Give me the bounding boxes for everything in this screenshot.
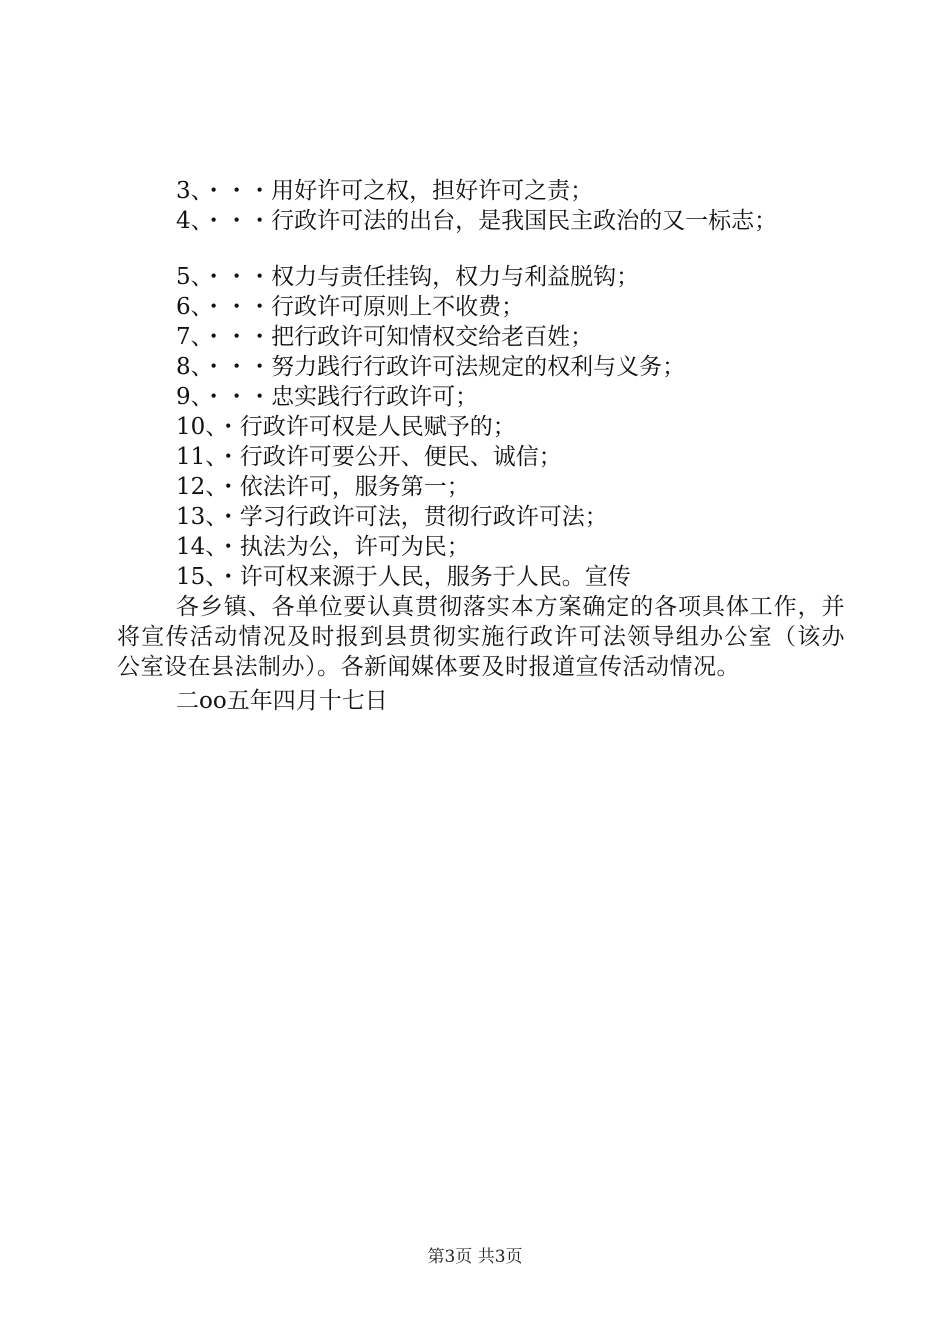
slogan-item: 9、・・・忠实践行行政许可； — [176, 384, 479, 410]
document-body — [117, 176, 845, 716]
slogan-item: 7、・・・把行政许可知情权交给老百姓； — [176, 324, 594, 350]
slogan-item: 8、・・・努力践行行政许可法规定的权利与义务； — [176, 354, 686, 380]
page-number-label: 第3页 共3页 — [427, 1247, 523, 1267]
slogan-item: 10、・行政许可权是人民赋予的； — [176, 414, 516, 440]
slogan-item: 4、・・・行政许可法的出台，是我国民主政治的又一标志； — [176, 208, 778, 234]
closing-paragraph: 各乡镇、各单位要认真贯彻落实本方案确定的各项具体工作，并将宣传活动情况及时报到县贯彻实施行政许可法领导组办公室（该办公室设在县法制办）。各新闻媒体要及时报道宣传活动情况。 — [117, 594, 845, 680]
slogan-item: 12、・依法许可，服务第一； — [176, 474, 470, 500]
slogan-item: 15、・许可权来源于人民，服务于人民。宣传 — [176, 564, 631, 590]
slogan-item: 13、・学习行政许可法，贯彻行政许可法； — [176, 504, 608, 530]
slogan-item: 11、・行政许可要公开、便民、诚信； — [176, 444, 562, 470]
slogan-item: 3、・・・用好许可之权，担好许可之责； — [176, 178, 594, 204]
slogan-item: 6、・・・行政许可原则上不收费； — [176, 294, 525, 320]
page-footer — [0, 1246, 950, 1268]
document-date: 二oo五年四月十七日 — [176, 688, 388, 714]
slogan-item: 5、・・・权力与责任挂钩，权力与利益脱钩； — [176, 264, 640, 290]
slogan-item: 14、・执法为公，许可为民； — [176, 534, 470, 560]
